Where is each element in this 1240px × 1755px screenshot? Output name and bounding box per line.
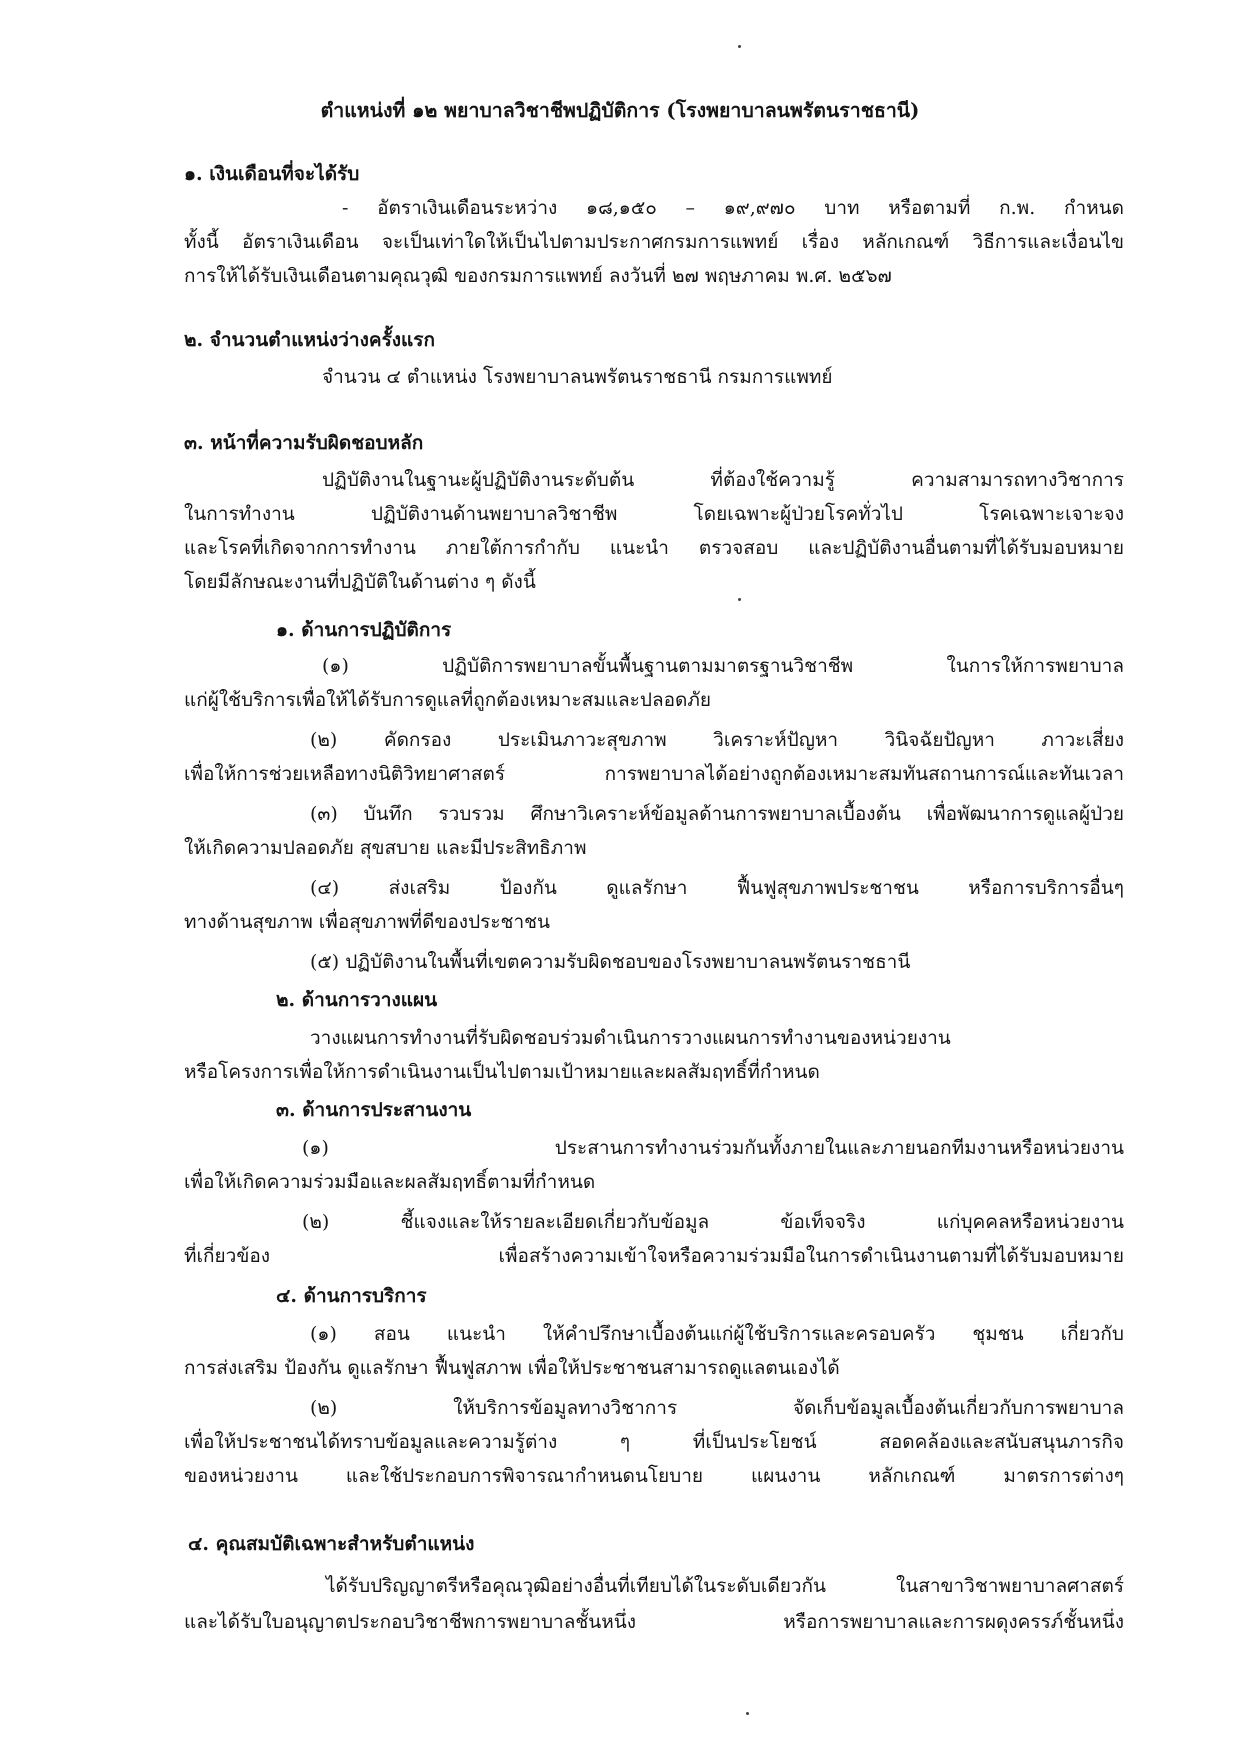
section-2-heading: ๒. จำนวนตำแหน่งว่างครั้งแรก <box>184 329 436 351</box>
subsection-coordination-heading: ๓. ด้านการประสานงาน <box>276 1099 472 1121</box>
operations-item-5: (๕) ปฏิบัติงานในพื้นที่เขตความรับผิดชอบของโรงพยาบาลนพรัตนราชธานี <box>310 951 911 973</box>
service-item-1-cont: การส่งเสริม ป้องกัน ดูแลรักษา ฟื้นฟูสภาพ เพื่อให้ประชาชนสามารถดูแลตนเองได้ <box>184 1357 840 1379</box>
operations-item-4-cont: ทางด้านสุขภาพ เพื่อสุขภาพที่ดีของประชาชน <box>184 911 551 933</box>
coordination-item-1: (๑) ประสานการทำงานร่วมกันทั้งภายในและภายนอกทีมงานหรือหน่วยงาน <box>302 1137 1124 1159</box>
service-item-2-cont: เพื่อให้ประชาชนได้ทราบข้อมูลและความรู้ต่าง ๆ ที่เป็นประโยชน์ สอดคล้องและสนับสนุนภารกิจ <box>184 1431 1124 1453</box>
subsection-operations-heading: ๑. ด้านการปฏิบัติการ <box>276 619 452 641</box>
duties-intro-line: ในการทำงาน ปฏิบัติงานด้านพยาบาลวิชาชีพ โดยเฉพาะผู้ป่วยโรคทั่วไป โรคเฉพาะเจาะจง <box>184 503 1124 525</box>
coordination-item-2-cont: ที่เกี่ยวข้อง เพื่อสร้างความเข้าใจหรือความร่วมมือในการดำเนินงานตามที่ได้รับมอบหมาย <box>184 1245 1124 1267</box>
section-4-heading: ๔. คุณสมบัติเฉพาะสำหรับตำแหน่ง <box>188 1533 475 1555</box>
subsection-planning-heading: ๒. ด้านการวางแผน <box>276 989 438 1011</box>
operations-item-2: (๒) คัดกรอง ประเมินภาวะสุขภาพ วิเคราะห์ปัญหา วินิจฉัยปัญหา ภาวะเสี่ยง <box>310 729 1124 751</box>
section-3-heading: ๓. หน้าที่ความรับผิดชอบหลัก <box>184 432 424 454</box>
operations-item-3-cont: ให้เกิดความปลอดภัย สุขสบาย และมีประสิทธิภาพ <box>184 837 587 859</box>
service-item-2-cont: ของหน่วยงาน และใช้ประกอบการพิจารณากำหนดนโยบาย แผนงาน หลักเกณฑ์ มาตรการต่างๆ <box>184 1465 1124 1487</box>
operations-item-1: (๑) ปฏิบัติการพยาบาลขั้นพื้นฐานตามมาตรฐานวิชาชีพ ในการให้การพยาบาล <box>322 655 1124 677</box>
scan-speck <box>738 598 741 601</box>
salary-paragraph-line: ทั้งนี้ อัตราเงินเดือน จะเป็นเท่าใดให้เป็นไปตามประกาศกรมการแพทย์ เรื่อง หลักเกณฑ์ วิธีการและเงื่อนไข <box>184 231 1124 253</box>
scan-speck <box>738 45 741 48</box>
operations-item-3: (๓) บันทึก รวบรวม ศึกษาวิเคราะห์ข้อมูลด้านการพยาบาลเบื้องต้น เพื่อพัฒนาการดูแลผู้ป่วย <box>310 803 1124 825</box>
service-item-1: (๑) สอน แนะนำ ให้คำปรึกษาเบื้องต้นแก่ผู้ใช้บริการและครอบครัว ชุมชน เกี่ยวกับ <box>310 1323 1124 1345</box>
subsection-service-heading: ๔. ด้านการบริการ <box>276 1285 427 1307</box>
operations-item-4: (๔) ส่งเสริม ป้องกัน ดูแลรักษา ฟื้นฟูสุขภาพประชาชน หรือการบริการอื่นๆ <box>310 877 1124 899</box>
coordination-item-1-cont: เพื่อให้เกิดความร่วมมือและผลสัมฤทธิ์ตามที่กำหนด <box>184 1171 596 1193</box>
coordination-item-2: (๒) ชี้แจงและให้รายละเอียดเกี่ยวกับข้อมูล ข้อเท็จจริง แก่บุคคลหรือหน่วยงาน <box>302 1211 1124 1233</box>
qualification-line-cont: และได้รับใบอนุญาตประกอบวิชาชีพการพยาบาลชั้นหนึ่ง หรือการพยาบาลและการผดุงครรภ์ชั้นหนึ่ง <box>184 1611 1124 1633</box>
planning-line-cont: หรือโครงการเพื่อให้การดำเนินงานเป็นไปตามเป้าหมายและผลสัมฤทธิ์ที่กำหนด <box>184 1061 820 1083</box>
vacancy-count-text: จำนวน ๔ ตำแหน่ง โรงพยาบาลนพรัตนราชธานี กรมการแพทย์ <box>322 366 833 388</box>
document-title: ตำแหน่งที่ ๑๒ พยาบาลวิชาชีพปฏิบัติการ (โรงพยาบาลนพรัตนราชธานี) <box>320 99 920 122</box>
service-item-2: (๒) ให้บริการข้อมูลทางวิชาการ จัดเก็บข้อมูลเบื้องต้นเกี่ยวกับการพยาบาล <box>310 1397 1124 1419</box>
section-1-heading: ๑. เงินเดือนที่จะได้รับ <box>184 163 360 185</box>
scan-speck <box>746 1712 749 1715</box>
duties-intro-line: โดยมีลักษณะงานที่ปฏิบัติในด้านต่าง ๆ ดังนี้ <box>184 571 536 593</box>
salary-paragraph-line: การให้ได้รับเงินเดือนตามคุณวุฒิ ของกรมการแพทย์ ลงวันที่ ๒๗ พฤษภาคม พ.ศ. ๒๕๖๗ <box>184 265 892 287</box>
duties-intro-line: และโรคที่เกิดจากการทำงาน ภายใต้การกำกับ แนะนำ ตรวจสอบ และปฏิบัติงานอื่นตามที่ได้รับมอบหมาย <box>184 537 1124 559</box>
operations-item-2-cont: เพื่อให้การช่วยเหลือทางนิติวิทยาศาสตร์ การพยาบาลได้อย่างถูกต้องเหมาะสมทันสถานการณ์และทันเวลา <box>184 763 1124 785</box>
salary-range-text: - อัตราเงินเดือนระหว่าง ๑๘,๑๕๐ – ๑๙,๙๗๐ บาท หรือตามที่ ก.พ. กำหนด <box>342 197 1124 219</box>
planning-line: วางแผนการทำงานที่รับผิดชอบร่วมดำเนินการวางแผนการทำงานของหน่วยงาน <box>310 1027 951 1049</box>
qualification-line: ได้รับปริญญาตรีหรือคุณวุฒิอย่างอื่นที่เทียบได้ในระดับเดียวกัน ในสาขาวิชาพยาบาลศาสตร์ <box>326 1575 1124 1597</box>
operations-item-1-cont: แก่ผู้ใช้บริการเพื่อให้ได้รับการดูแลที่ถูกต้องเหมาะสมและปลอดภัย <box>184 689 711 711</box>
duties-intro-line: ปฏิบัติงานในฐานะผู้ปฏิบัติงานระดับต้น ที่ต้องใช้ความรู้ ความสามารถทางวิชาการ <box>322 469 1124 491</box>
